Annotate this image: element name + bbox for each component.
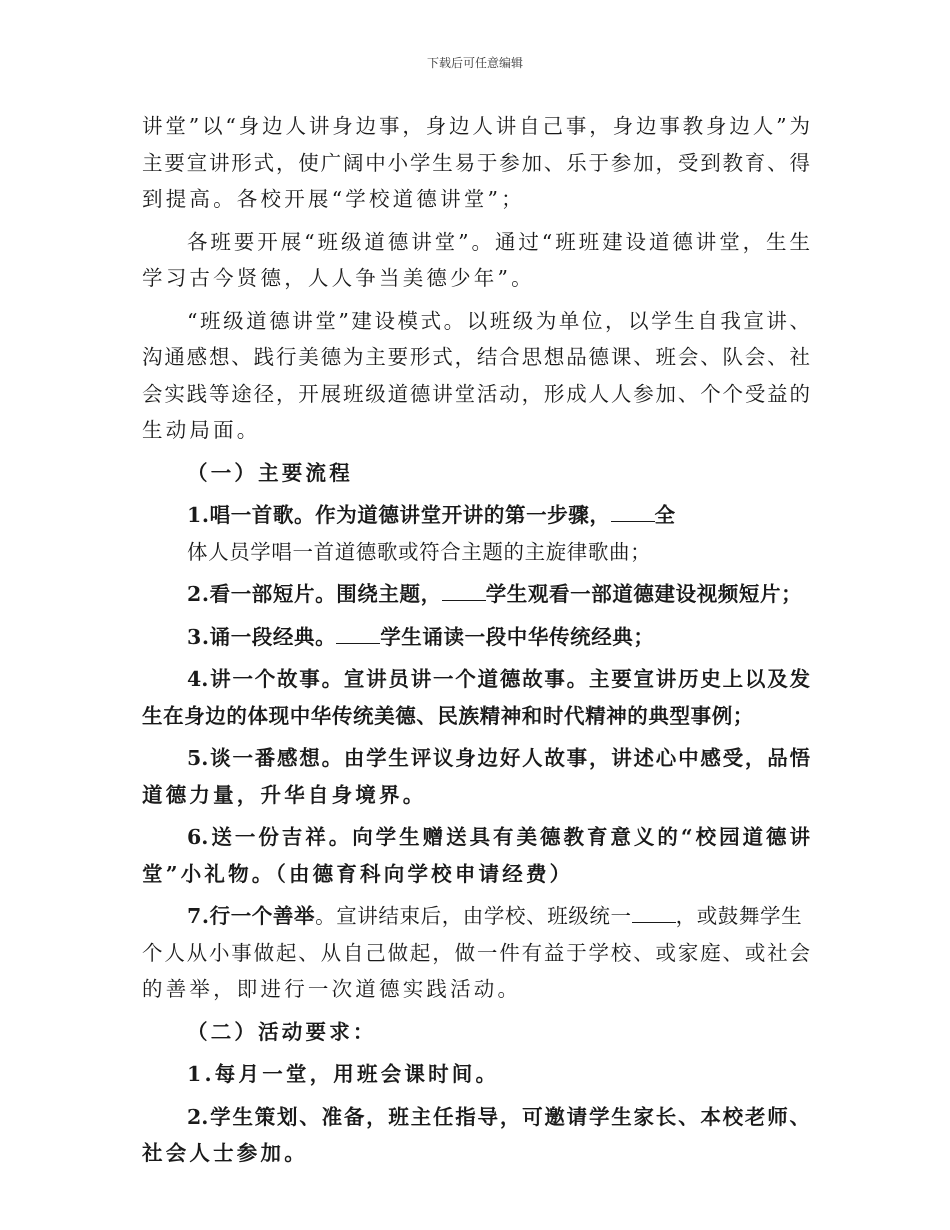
text-line: 主要宣讲形式，使广阔中小学生易于参加、乐于参加，受到教育、得: [142, 150, 810, 175]
section-heading-procedure: （一）主要流程: [187, 460, 353, 485]
paragraph-3: [142, 303, 810, 449]
fill-blank: [611, 503, 655, 522]
section-heading-requirements: （二）活动要求：: [187, 1019, 377, 1044]
procedure-item-1: [142, 497, 810, 570]
paragraph-2: [142, 224, 810, 297]
text-line: 讲堂”以“身边人讲身边事，身边人讲自己事，身边事教身边人”为: [142, 114, 810, 138]
procedure-item-6: [142, 819, 810, 892]
text-line: 堂”小礼物。（由德育科向学校申请经费）: [142, 861, 574, 886]
fill-blank: [632, 904, 676, 923]
text-line: 各班要开展“班级道德讲堂”。通过“班班建设道德讲堂，生生: [187, 229, 810, 254]
text-line: 6.送一份吉祥。向学生赠送具有美德教育意义的“校园道德讲: [187, 825, 810, 849]
text-line: 个人从小事做起、从自己做起，做一件有益于学校、或家庭、或社会: [142, 940, 810, 965]
text-line: 沟通感想、践行美德为主要形式，结合思想品德课、班会、队会、社: [142, 345, 810, 369]
text-line: 7.行一个善举。宣讲结束后，由学校、班级统一 ，或鼓舞学生: [187, 904, 803, 928]
text-line: 会实践等途径，开展班级道德讲堂活动，形成人人参加、个个受益的: [142, 381, 810, 406]
page-header: 下载后可任意编辑: [426, 56, 523, 70]
procedure-item-5: [142, 740, 810, 813]
text-line: 4.讲一个故事。宣讲员讲一个道德故事。主要宣讲历史上以及发: [187, 667, 810, 691]
procedure-item-2: 2.看一部短片。围绕主题， 学生观看一部道德建设视频短片；: [187, 582, 803, 606]
text-line: 体人员学唱一首道德歌或符合主题的主旋律歌曲；: [187, 539, 652, 564]
procedure-item-7: [142, 898, 810, 1008]
text-line: 学习古今贤德，人人争当美德少年”。: [142, 266, 535, 290]
text-line: 的善举，即进行一次道德实践活动。: [142, 977, 522, 1001]
procedure-item-4: [142, 661, 810, 734]
paragraph-1: [142, 108, 810, 218]
requirement-item-2: [142, 1099, 810, 1172]
text-line: 社会人士参加。: [142, 1141, 308, 1165]
procedure-item-3: 3.诵一段经典。 学生诵读一段中华传统经典；: [187, 624, 655, 649]
text-line: 2.学生策划、准备，班主任指导，可邀请学生家长、本校老师、: [187, 1104, 810, 1129]
text-line: 到提高。各校开展“学校道德讲堂”；: [142, 187, 525, 211]
text-line: 道德力量，升华自身境界。: [142, 782, 427, 807]
text-line: 1.唱一首歌。作为道德讲堂开讲的第一步骤， 全: [187, 503, 676, 527]
fill-blank: [442, 582, 486, 601]
text-line: 生动局面。: [142, 418, 261, 442]
text-line: 5.谈一番感想。由学生评议身边好人故事，讲述心中感受，品悟: [187, 746, 810, 770]
document-body: [142, 108, 810, 1172]
text-line: “班级道德讲堂”建设模式。以班级为单位，以学生自我宣讲、: [187, 308, 810, 333]
requirement-item-1: 1.每月一堂，用班会课时间。: [187, 1062, 500, 1086]
text-line: 生在身边的体现中华传统美德、民族精神和时代精神的典型事例；: [142, 703, 754, 728]
fill-blank: [336, 625, 380, 644]
